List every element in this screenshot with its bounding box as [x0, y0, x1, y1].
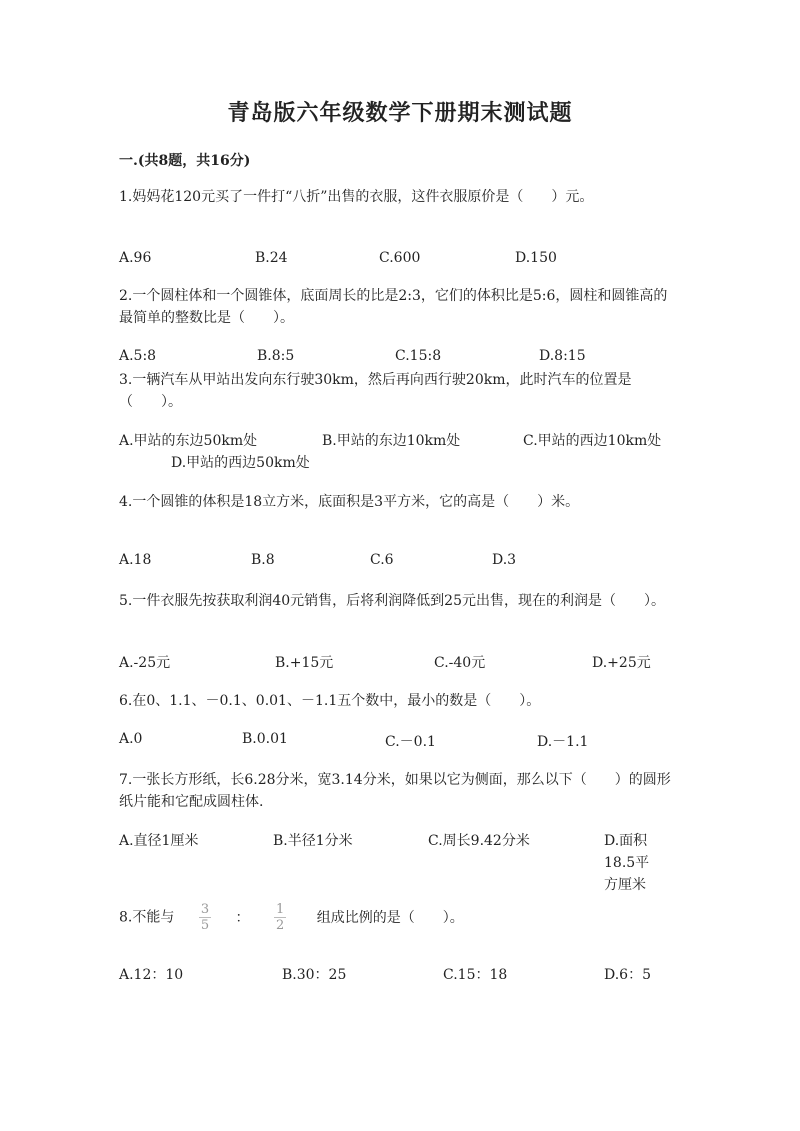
q2-option-a[interactable]: A.5:8 [119, 348, 157, 364]
q6-option-b[interactable]: B.0.01 [242, 731, 288, 747]
question-2: 2.一个圆柱体和一个圆锥体，底面周长的比是2:3，它们的体积比是5:6，圆柱和圆锥高的最简单的整数比是（ ）。 [119, 288, 668, 326]
q1-option-d[interactable]: D.150 [515, 250, 557, 266]
fraction-numerator: 3 [200, 902, 210, 917]
q8-option-b[interactable]: B.30：25 [282, 967, 347, 983]
q5-option-a[interactable]: A.-25元 [119, 655, 171, 671]
q8-option-c[interactable]: C.15：18 [443, 967, 508, 983]
fraction-three-fifths [199, 902, 211, 933]
q6-option-c[interactable]: C.－0.1 [385, 734, 436, 750]
fraction-denominator: 2 [276, 918, 285, 933]
q4-option-d[interactable]: D.3 [492, 552, 517, 568]
question-1-options [119, 250, 689, 272]
question-5: 5.一件衣服先按获取利润40元销售，后将利润降低到25元出售，现在的利润是（ ）。 [119, 593, 665, 609]
q5-option-b[interactable]: B.+15元 [275, 655, 334, 671]
q2-option-d[interactable]: D.8:15 [539, 348, 586, 364]
q7-option-a[interactable]: A.直径1厘米 [119, 833, 199, 849]
q7-option-d[interactable]: D.面积18.5平方厘米 [604, 833, 650, 893]
q8-prefix: 8.不能与 [119, 909, 175, 926]
question-2-options [119, 348, 689, 370]
question-5-options [119, 652, 689, 674]
q8-option-d[interactable]: D.6：5 [604, 967, 651, 983]
question-1: 1.妈妈花120元买了一件打“八折”出售的衣服，这件衣服原价是（ ）元。 [119, 189, 594, 205]
q1-option-c[interactable]: C.600 [379, 250, 421, 266]
question-7: 7.一张长方形纸，长6.28分米，宽3.14分米，如果以它为侧面，那么以下（ ）的圆形纸片能和它配成圆柱体. [119, 772, 671, 810]
fraction-denominator: 5 [200, 918, 210, 933]
question-3: 3.一辆汽车从甲站出发向东行驶30km，然后再向西行驶20km，此时汽车的位置是（ ）。 [119, 372, 632, 410]
q4-option-c[interactable]: C.6 [370, 552, 394, 568]
q4-option-a[interactable]: A.18 [119, 552, 152, 568]
question-6: 6.在0、1.1、－0.1、0.01、－1.1五个数中，最小的数是（ ）。 [119, 693, 541, 709]
q2-option-b[interactable]: B.8:5 [257, 348, 295, 364]
section-heading: 一.(共8题，共16分) [119, 153, 251, 169]
q8-suffix: 组成比例的是（ ）。 [316, 909, 464, 926]
fraction-numerator: 1 [276, 902, 285, 917]
question-8 [119, 902, 679, 933]
question-6-options [119, 731, 689, 753]
fraction-one-half [274, 902, 286, 933]
q6-option-a[interactable]: A.0 [119, 731, 143, 747]
q3-option-d[interactable]: D.甲站的西边50km处 [171, 455, 310, 471]
question-8-options [119, 964, 689, 986]
q5-option-d[interactable]: D.+25元 [592, 655, 651, 671]
q1-option-b[interactable]: B.24 [255, 250, 288, 266]
q2-option-c[interactable]: C.15:8 [395, 348, 442, 364]
page-title: 青岛版六年级数学下册期末测试题 [227, 100, 573, 126]
q5-option-c[interactable]: C.-40元 [434, 655, 486, 671]
q7-option-b[interactable]: B.半径1分米 [273, 833, 353, 849]
q6-option-d[interactable]: D.－1.1 [537, 734, 589, 750]
q7-option-c[interactable]: C.周长9.42分米 [428, 833, 530, 849]
q3-option-a[interactable]: A.甲站的东边50km处 [119, 433, 258, 449]
q8-option-a[interactable]: A.12：10 [119, 967, 184, 983]
q3-option-b[interactable]: B.甲站的东边10km处 [322, 433, 461, 449]
ratio-colon: ： [235, 909, 250, 926]
q1-option-a[interactable]: A.96 [119, 250, 152, 266]
question-4-options [119, 552, 689, 574]
q3-option-c[interactable]: C.甲站的西边10km处 [523, 433, 662, 449]
question-3-options-row1 [119, 430, 689, 452]
question-4: 4.一个圆锥的体积是18立方米，底面积是3平方米，它的高是（ ）米。 [119, 494, 580, 510]
question-7-options-row1 [119, 830, 689, 893]
q4-option-b[interactable]: B.8 [251, 552, 275, 568]
question-3-options-row2 [119, 452, 689, 474]
